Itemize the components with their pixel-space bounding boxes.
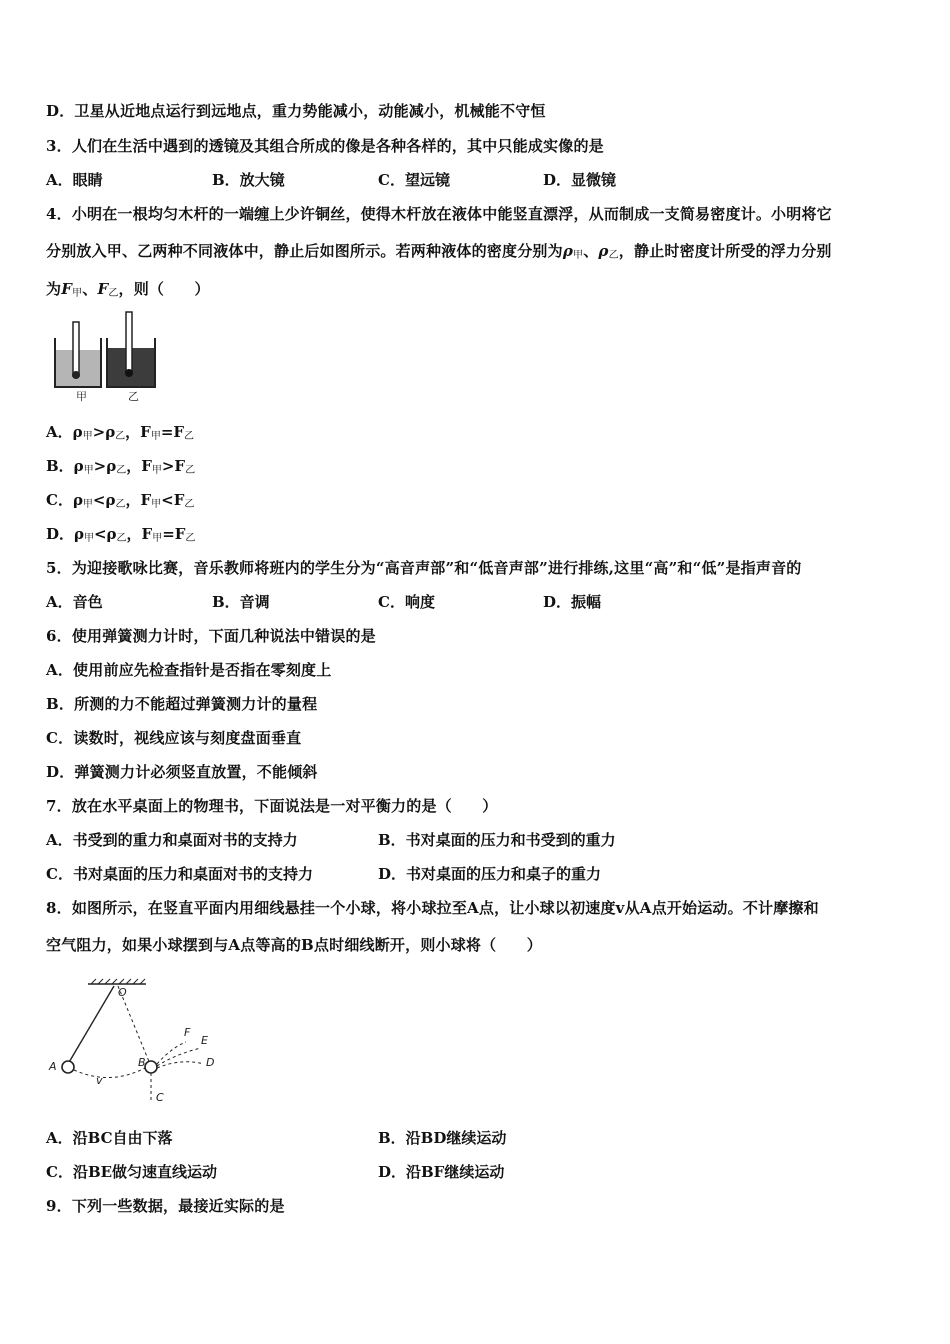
q4-option-d: D．$\rho_甲<\rho_乙$，$F_甲=F_乙$ xyxy=(46,525,196,544)
q5-option-d: D．振幅 xyxy=(543,593,602,611)
label-c: C xyxy=(156,1091,164,1104)
q6-option-c: C．读数时，视线应该与刻度盘面垂直 xyxy=(46,729,302,747)
copper-wire-yi xyxy=(125,369,133,377)
density-meter-figure xyxy=(50,310,162,405)
q8-option-a: A．沿BC自由下落 xyxy=(46,1129,173,1147)
q3-option-b: B．放大镜 xyxy=(212,171,285,189)
question-4-line-2: 分别放入甲、乙两种不同液体中，静止后如图所示。若两种液体的密度分别为$\rho_甲$、$\rho_乙$，静止时密度计所受的浮力分别 xyxy=(46,242,832,261)
q3-option-a: A．眼睛 xyxy=(46,171,103,189)
q5-option-b: B．音调 xyxy=(212,593,270,611)
q7-option-d: D．书对桌面的压力和桌子的重力 xyxy=(378,865,602,883)
density-meter-jia xyxy=(73,322,79,376)
q8-option-b: B．沿BD继续运动 xyxy=(378,1129,507,1147)
ball-b xyxy=(145,1061,157,1073)
q2-option-d: D．卫星从近地点运行到远地点，重力势能减小，动能减小，机械能不守恒 xyxy=(46,102,546,120)
q5-option-c: C．响度 xyxy=(378,593,435,611)
pendulum-figure xyxy=(46,978,226,1108)
label-b: B xyxy=(138,1056,146,1069)
q8-option-d: D．沿BF继续运动 xyxy=(378,1163,505,1181)
path-bf xyxy=(157,1042,186,1064)
label-yi: 乙 xyxy=(128,390,139,403)
string-to-a xyxy=(68,986,114,1064)
swing-path xyxy=(74,1068,145,1078)
density-meter-yi xyxy=(126,312,132,374)
q3-option-d: D．显微镜 xyxy=(543,171,617,189)
copper-wire-jia xyxy=(72,371,80,379)
q6-option-a: A．使用前应先检查指针是否指在零刻度上 xyxy=(46,661,332,679)
question-3: 3．人们在生活中遇到的透镜及其组合所成的像是各种各样的，其中只能成实像的是 xyxy=(46,137,604,155)
label-e: E xyxy=(201,1034,208,1047)
question-7: 7．放在水平桌面上的物理书，下面说法是一对平衡力的是（ ） xyxy=(46,797,498,815)
question-8-line-2: 空气阻力，如果小球摆到与A点等高的B点时细线断开，则小球将（ ） xyxy=(46,936,542,954)
path-be xyxy=(157,1048,201,1066)
label-v: v xyxy=(96,1074,103,1087)
question-4-line-3: 为$F_甲$、$F_乙$，则（ ） xyxy=(46,280,210,299)
q4-option-b: B．$\rho_甲>\rho_乙$，$F_甲>F_乙$ xyxy=(46,457,196,476)
question-4-line-1: 4．小明在一根均匀木杆的一端缠上少许铜丝，使得木杆放在液体中能竖直漂浮，从而制成一支简易密度计。小明将它 xyxy=(46,205,832,223)
question-6: 6．使用弹簧测力计时，下面几种说法中错误的是 xyxy=(46,627,376,645)
path-bd xyxy=(157,1062,204,1068)
q6-option-b: B．所测的力不能超过弹簧测力计的量程 xyxy=(46,695,318,713)
question-9: 9．下列一些数据，最接近实际的是 xyxy=(46,1197,285,1215)
q4-option-c: C．$\rho_甲<\rho_乙$，$F_甲<F_乙$ xyxy=(46,491,195,510)
question-5: 5．为迎接歌咏比赛，音乐教师将班内的学生分为“高音声部”和“低音声部”进行排练,这里“高”和“低”是指声音的 xyxy=(46,559,802,577)
label-a: A xyxy=(49,1060,57,1073)
q7-option-b: B．书对桌面的压力和书受到的重力 xyxy=(378,831,616,849)
q5-option-a: A．音色 xyxy=(46,593,103,611)
q7-option-a: A．书受到的重力和桌面对书的支持力 xyxy=(46,831,298,849)
q4-option-a: A．$\rho_甲>\rho_乙$，$F_甲=F_乙$ xyxy=(46,423,195,442)
pendulum-drawing xyxy=(46,978,226,1108)
q6-option-d: D．弹簧测力计必须竖直放置，不能倾斜 xyxy=(46,763,318,781)
q8-option-c: C．沿BE做匀速直线运动 xyxy=(46,1163,218,1181)
ball-a xyxy=(62,1061,74,1073)
question-8-line-1: 8．如图所示，在竖直平面内用细线悬挂一个小球，将小球拉至A点，让小球以初速度v从A点开始运动。不计摩擦和 xyxy=(46,899,819,917)
q7-option-c: C．书对桌面的压力和桌面对书的支持力 xyxy=(46,865,313,883)
label-o: O xyxy=(118,986,127,999)
q3-option-c: C．望远镜 xyxy=(378,171,450,189)
beakers-drawing xyxy=(50,310,162,390)
label-jia: 甲 xyxy=(76,390,87,403)
label-d: D xyxy=(206,1056,215,1069)
label-f: F xyxy=(184,1026,191,1039)
